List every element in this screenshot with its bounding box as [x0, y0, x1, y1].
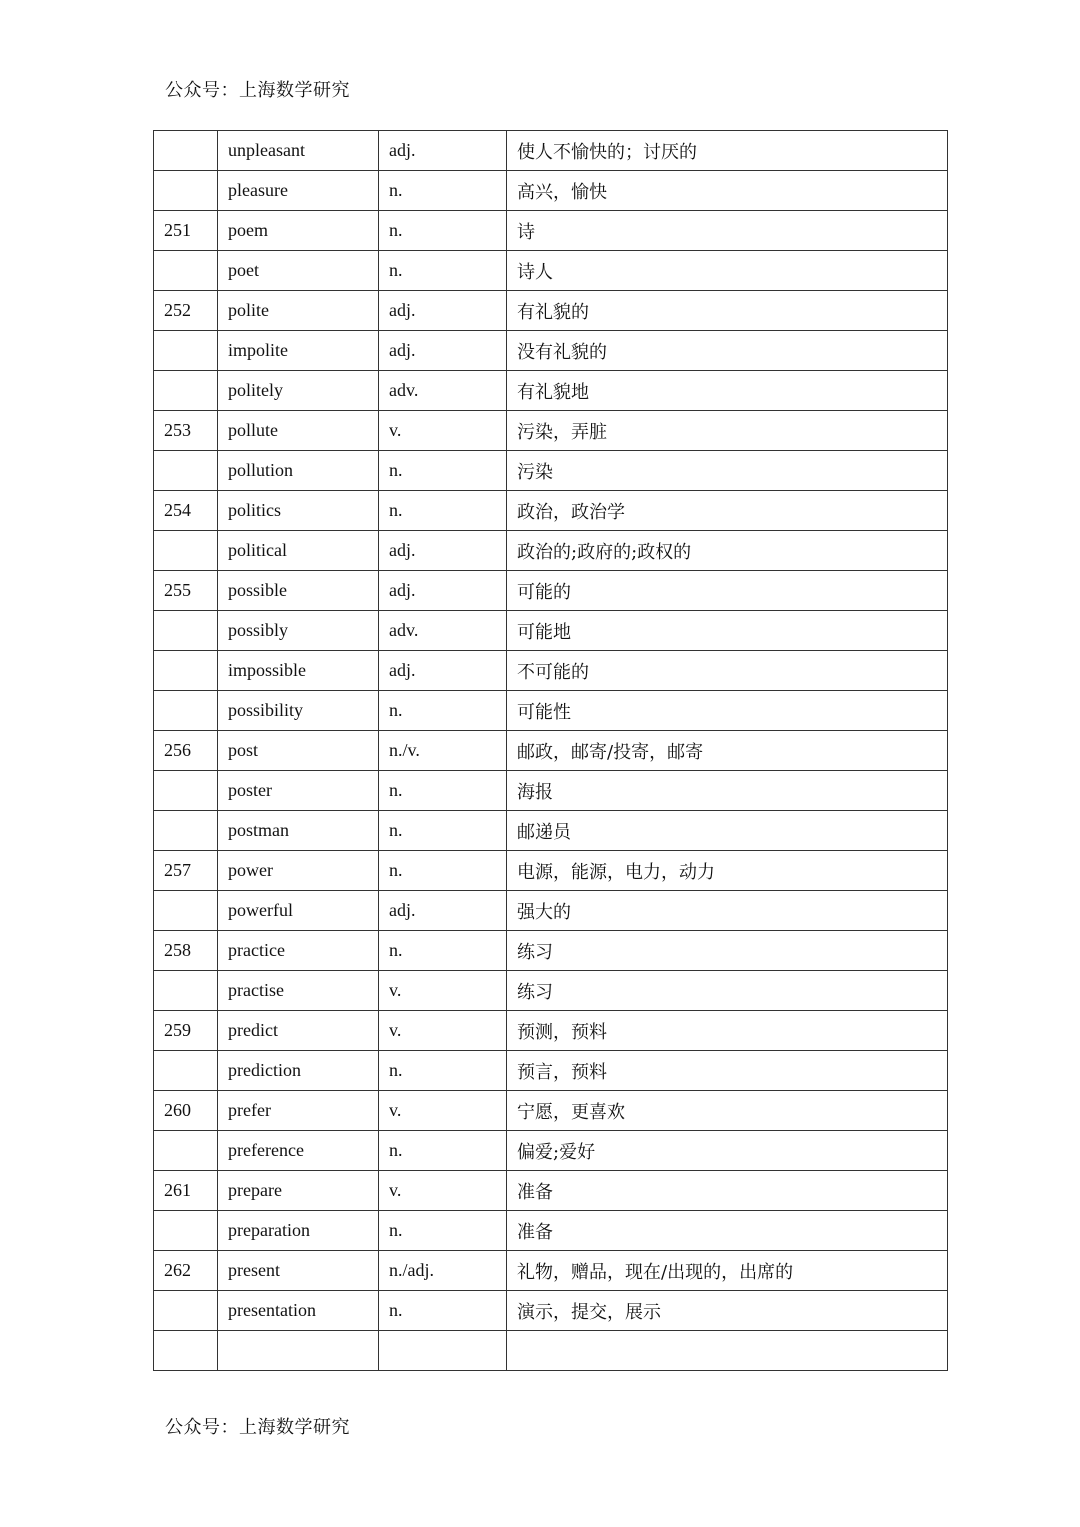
part-of-speech-cell: n.: [379, 451, 507, 491]
word-cell: pleasure: [218, 171, 379, 211]
part-of-speech-cell: v.: [379, 1171, 507, 1211]
word-cell: practice: [218, 931, 379, 971]
word-cell: presentation: [218, 1291, 379, 1331]
meaning-cell: 诗: [507, 211, 948, 251]
table-row: [154, 491, 948, 531]
part-of-speech-cell: adv.: [379, 371, 507, 411]
entry-number: [154, 971, 218, 1011]
table-row: [154, 851, 948, 891]
word-cell: impossible: [218, 651, 379, 691]
table-row: [154, 331, 948, 371]
meaning-cell: 政治的;政府的;政权的: [507, 531, 948, 571]
word-cell: possibility: [218, 691, 379, 731]
entry-number: [154, 611, 218, 651]
word-cell: preference: [218, 1131, 379, 1171]
meaning-cell: 邮递员: [507, 811, 948, 851]
meaning-cell: 污染，弄脏: [507, 411, 948, 451]
entry-number: [154, 171, 218, 211]
meaning-cell: 海报: [507, 771, 948, 811]
meaning-cell: 电源，能源，电力，动力: [507, 851, 948, 891]
table-row: [154, 171, 948, 211]
part-of-speech-cell: n./adj.: [379, 1251, 507, 1291]
entry-number: [154, 451, 218, 491]
table-row: [154, 931, 948, 971]
part-of-speech-cell: n.: [379, 211, 507, 251]
meaning-cell: 强大的: [507, 891, 948, 931]
part-of-speech-cell: adj.: [379, 131, 507, 171]
part-of-speech-cell: n.: [379, 491, 507, 531]
page-footer: 公众号：上海数学研究: [165, 1417, 350, 1438]
table-row: [154, 131, 948, 171]
word-cell: politics: [218, 491, 379, 531]
part-of-speech-cell: n.: [379, 171, 507, 211]
entry-number: 252: [154, 291, 218, 331]
word-cell: present: [218, 1251, 379, 1291]
part-of-speech-cell: n.: [379, 1131, 507, 1171]
entry-number: 261: [154, 1171, 218, 1211]
entry-number: 262: [154, 1251, 218, 1291]
entry-number: 255: [154, 571, 218, 611]
table-row: [154, 1331, 948, 1371]
part-of-speech-cell: v.: [379, 1011, 507, 1051]
meaning-cell: 可能地: [507, 611, 948, 651]
entry-number: [154, 331, 218, 371]
meaning-cell: 准备: [507, 1211, 948, 1251]
part-of-speech-cell: n.: [379, 771, 507, 811]
entry-number: [154, 771, 218, 811]
meaning-cell: 宁愿，更喜欢: [507, 1091, 948, 1131]
table-row: [154, 1131, 948, 1171]
part-of-speech-cell: n.: [379, 931, 507, 971]
table-row: [154, 611, 948, 651]
word-cell: impolite: [218, 331, 379, 371]
part-of-speech-cell: adj.: [379, 531, 507, 571]
entry-number: [154, 651, 218, 691]
word-cell: preparation: [218, 1211, 379, 1251]
entry-number: 251: [154, 211, 218, 251]
entry-number: [154, 811, 218, 851]
meaning-cell: 政治，政治学: [507, 491, 948, 531]
entry-number: 254: [154, 491, 218, 531]
word-cell: unpleasant: [218, 131, 379, 171]
word-cell: power: [218, 851, 379, 891]
table-row: [154, 651, 948, 691]
vocabulary-table-body: [154, 131, 948, 1371]
part-of-speech-cell: v.: [379, 1091, 507, 1131]
part-of-speech-cell: n.: [379, 851, 507, 891]
part-of-speech-cell: adj.: [379, 891, 507, 931]
meaning-cell: 污染: [507, 451, 948, 491]
table-row: [154, 451, 948, 491]
entry-number: 258: [154, 931, 218, 971]
entry-number: [154, 131, 218, 171]
part-of-speech-cell: n.: [379, 1051, 507, 1091]
table-row: [154, 731, 948, 771]
meaning-cell: [507, 1331, 948, 1371]
table-row: [154, 1051, 948, 1091]
table-row: [154, 1171, 948, 1211]
table-row: [154, 1011, 948, 1051]
entry-number: [154, 1131, 218, 1171]
entry-number: [154, 1051, 218, 1091]
table-row: [154, 771, 948, 811]
meaning-cell: 可能性: [507, 691, 948, 731]
word-cell: prepare: [218, 1171, 379, 1211]
word-cell: prediction: [218, 1051, 379, 1091]
meaning-cell: 没有礼貌的: [507, 331, 948, 371]
table-row: [154, 971, 948, 1011]
word-cell: pollution: [218, 451, 379, 491]
part-of-speech-cell: [379, 1331, 507, 1371]
table-row: [154, 571, 948, 611]
meaning-cell: 高兴，愉快: [507, 171, 948, 211]
part-of-speech-cell: adj.: [379, 651, 507, 691]
meaning-cell: 预测，预料: [507, 1011, 948, 1051]
table-row: [154, 811, 948, 851]
part-of-speech-cell: n.: [379, 1291, 507, 1331]
meaning-cell: 演示，提交，展示: [507, 1291, 948, 1331]
word-cell: pollute: [218, 411, 379, 451]
word-cell: predict: [218, 1011, 379, 1051]
entry-number: [154, 1211, 218, 1251]
word-cell: possibly: [218, 611, 379, 651]
word-cell: poet: [218, 251, 379, 291]
word-cell: practise: [218, 971, 379, 1011]
meaning-cell: 偏爱;爱好: [507, 1131, 948, 1171]
table-row: [154, 1251, 948, 1291]
part-of-speech-cell: n.: [379, 811, 507, 851]
entry-number: [154, 891, 218, 931]
meaning-cell: 邮政，邮寄/投寄，邮寄: [507, 731, 948, 771]
entry-number: 256: [154, 731, 218, 771]
part-of-speech-cell: adj.: [379, 571, 507, 611]
table-row: [154, 531, 948, 571]
table-row: [154, 1291, 948, 1331]
part-of-speech-cell: adj.: [379, 291, 507, 331]
word-cell: political: [218, 531, 379, 571]
entry-number: [154, 691, 218, 731]
meaning-cell: 礼物，赠品，现在/出现的，出席的: [507, 1251, 948, 1291]
entry-number: 259: [154, 1011, 218, 1051]
part-of-speech-cell: adv.: [379, 611, 507, 651]
vocabulary-table: [153, 130, 948, 1371]
entry-number: [154, 371, 218, 411]
word-cell: post: [218, 731, 379, 771]
part-of-speech-cell: adj.: [379, 331, 507, 371]
meaning-cell: 使人不愉快的；讨厌的: [507, 131, 948, 171]
word-cell: polite: [218, 291, 379, 331]
word-cell: possible: [218, 571, 379, 611]
part-of-speech-cell: v.: [379, 971, 507, 1011]
meaning-cell: 练习: [507, 931, 948, 971]
table-row: [154, 251, 948, 291]
table-row: [154, 411, 948, 451]
entry-number: [154, 531, 218, 571]
meaning-cell: 有礼貌地: [507, 371, 948, 411]
part-of-speech-cell: n.: [379, 1211, 507, 1251]
meaning-cell: 诗人: [507, 251, 948, 291]
meaning-cell: 预言，预料: [507, 1051, 948, 1091]
page-header: 公众号：上海数学研究: [165, 80, 350, 101]
meaning-cell: 有礼貌的: [507, 291, 948, 331]
word-cell: postman: [218, 811, 379, 851]
entry-number: 253: [154, 411, 218, 451]
word-cell: [218, 1331, 379, 1371]
table-row: [154, 291, 948, 331]
word-cell: poem: [218, 211, 379, 251]
part-of-speech-cell: n.: [379, 251, 507, 291]
table-row: [154, 371, 948, 411]
part-of-speech-cell: n./v.: [379, 731, 507, 771]
entry-number: 260: [154, 1091, 218, 1131]
table-row: [154, 211, 948, 251]
part-of-speech-cell: n.: [379, 691, 507, 731]
entry-number: 257: [154, 851, 218, 891]
meaning-cell: 练习: [507, 971, 948, 1011]
table-row: [154, 1091, 948, 1131]
word-cell: politely: [218, 371, 379, 411]
meaning-cell: 可能的: [507, 571, 948, 611]
part-of-speech-cell: v.: [379, 411, 507, 451]
meaning-cell: 准备: [507, 1171, 948, 1211]
word-cell: prefer: [218, 1091, 379, 1131]
word-cell: poster: [218, 771, 379, 811]
word-cell: powerful: [218, 891, 379, 931]
entry-number: [154, 1291, 218, 1331]
table-row: [154, 691, 948, 731]
entry-number: [154, 1331, 218, 1371]
meaning-cell: 不可能的: [507, 651, 948, 691]
entry-number: [154, 251, 218, 291]
table-row: [154, 891, 948, 931]
table-row: [154, 1211, 948, 1251]
